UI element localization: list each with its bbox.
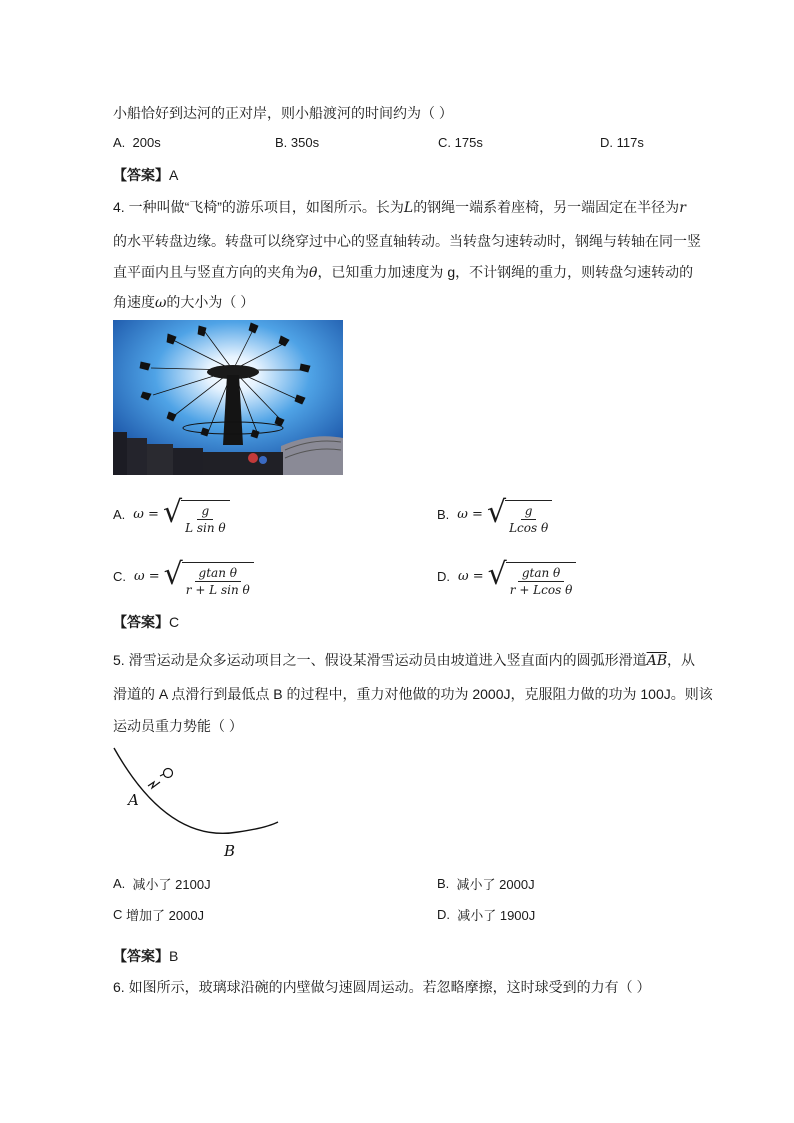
answer-value: B xyxy=(169,948,179,964)
ski-slope-diagram xyxy=(108,744,288,864)
q4-option-c[interactable] xyxy=(113,556,254,597)
option-text: 175s xyxy=(454,135,483,150)
option-label: D. xyxy=(437,907,450,922)
option-label: A. xyxy=(113,135,126,150)
fraction-denominator: L sin θ xyxy=(185,521,226,535)
option-lhs: ω = xyxy=(458,569,484,584)
q3-option-b[interactable] xyxy=(275,135,319,150)
sqrt-expression xyxy=(487,494,552,535)
skier-head-icon xyxy=(164,769,173,778)
flying-chairs-photo xyxy=(113,320,343,475)
option-text: 减小了 2000J xyxy=(456,877,535,892)
radical-sign: √ xyxy=(163,557,183,592)
option-label: C. xyxy=(113,569,126,584)
radical-sign: √ xyxy=(162,495,183,530)
q4-option-d[interactable] xyxy=(437,556,576,597)
q5-answer xyxy=(113,946,178,966)
option-label: C xyxy=(113,907,123,922)
option-label: B. xyxy=(275,135,288,150)
option-lhs: ω = xyxy=(134,569,160,584)
fraction-numerator: gtan θ xyxy=(195,566,241,582)
fraction-denominator: Lcos θ xyxy=(509,521,549,535)
option-lhs: ω = xyxy=(133,507,159,522)
sqrt-expression xyxy=(488,556,577,597)
answer-tag: 【答案】 xyxy=(113,948,169,964)
option-label: A. xyxy=(113,876,126,891)
option-label: D. xyxy=(437,569,450,584)
q3-option-a[interactable] xyxy=(113,135,161,150)
fraction-numerator: gtan θ xyxy=(518,566,564,582)
fraction-denominator: r + Lcos θ xyxy=(509,583,573,597)
q5-stem-line-2: 滑道的 A 点滑行到最低点 B 的过程中，重力对他做的功为 2000J，克服阻力做的功为 100J。则该 xyxy=(113,686,713,702)
option-text: 350s xyxy=(290,135,320,150)
q6-stem-line-1: 6. 如图所示，玻璃球沿碗的内壁做匀速圆周运动。若忽略摩擦，这时球受到的力有（ ） xyxy=(113,979,651,995)
q3-option-d[interactable] xyxy=(600,135,644,150)
option-label: D. xyxy=(600,135,613,150)
q5-option-b[interactable] xyxy=(437,874,535,893)
q5-stem-line-1: 5. 滑雪运动是众多运动项目之一、假设某滑雪运动员由坡道进入竖直面内的圆弧形滑道$\overline{AB}$，从 xyxy=(113,652,695,669)
answer-value: A xyxy=(169,167,179,183)
option-label: B. xyxy=(437,507,450,522)
skier-figure xyxy=(148,782,160,788)
option-text: 200s xyxy=(132,135,161,150)
q5-option-d[interactable] xyxy=(437,905,535,924)
point-a-label: A xyxy=(128,791,139,809)
q5-option-c[interactable] xyxy=(113,905,204,924)
fraction-numerator: g xyxy=(197,504,213,520)
q3-answer xyxy=(113,165,178,185)
radical-sign: √ xyxy=(486,495,507,530)
option-text: 减小了 1900J xyxy=(457,908,536,923)
q5-stem-line-3: 运动员重力势能（ ） xyxy=(113,718,243,734)
fraction-denominator: r + L sin θ xyxy=(185,583,250,597)
point-b-label: B xyxy=(224,842,236,860)
q4-stem-line-3: 直平面内且与竖直方向的夹角为θ，已知重力加速度为 g，不计钢绳的重力，则转盘匀速转动的 xyxy=(113,264,694,281)
q5-option-a[interactable] xyxy=(113,874,211,893)
q4-answer xyxy=(113,612,179,632)
answer-tag: 【答案】 xyxy=(113,614,169,630)
q4-option-a[interactable] xyxy=(113,494,230,535)
answer-value: C xyxy=(169,614,180,630)
q3-option-c[interactable] xyxy=(438,135,483,150)
sqrt-expression xyxy=(164,556,254,597)
option-lhs: ω = xyxy=(457,507,483,522)
q4-stem-line-4: 角速度ω的大小为（ ） xyxy=(113,294,255,311)
fraction-numerator: g xyxy=(521,504,537,520)
q4-stem-line-1: 4. 一种叫做“飞椅”的游乐项目，如图所示。长为L的钢绳一端系着座椅，另一端固定在半径为r xyxy=(113,199,686,216)
option-text: 增加了 2000J xyxy=(126,908,205,923)
q3-stem-tail: 小船恰好到达河的正对岸，则小船渡河的时间约为（ ） xyxy=(113,105,453,121)
option-text: 减小了 2100J xyxy=(132,877,211,892)
sqrt-expression xyxy=(163,494,230,535)
arc-ab: $\overline{AB}$ xyxy=(646,653,667,669)
option-label: A. xyxy=(113,507,126,522)
answer-tag: 【答案】 xyxy=(113,167,169,183)
option-label: B. xyxy=(437,876,450,891)
q4-option-b[interactable] xyxy=(437,494,552,535)
option-text: 117s xyxy=(616,135,644,150)
option-label: C. xyxy=(438,135,451,150)
q4-stem-line-2: 的水平转盘边缘。转盘可以绕穿过中心的竖直轴转动。当转盘匀速转动时，钢绳与转轴在同一竖 xyxy=(113,233,701,249)
radical-sign: √ xyxy=(487,557,507,592)
